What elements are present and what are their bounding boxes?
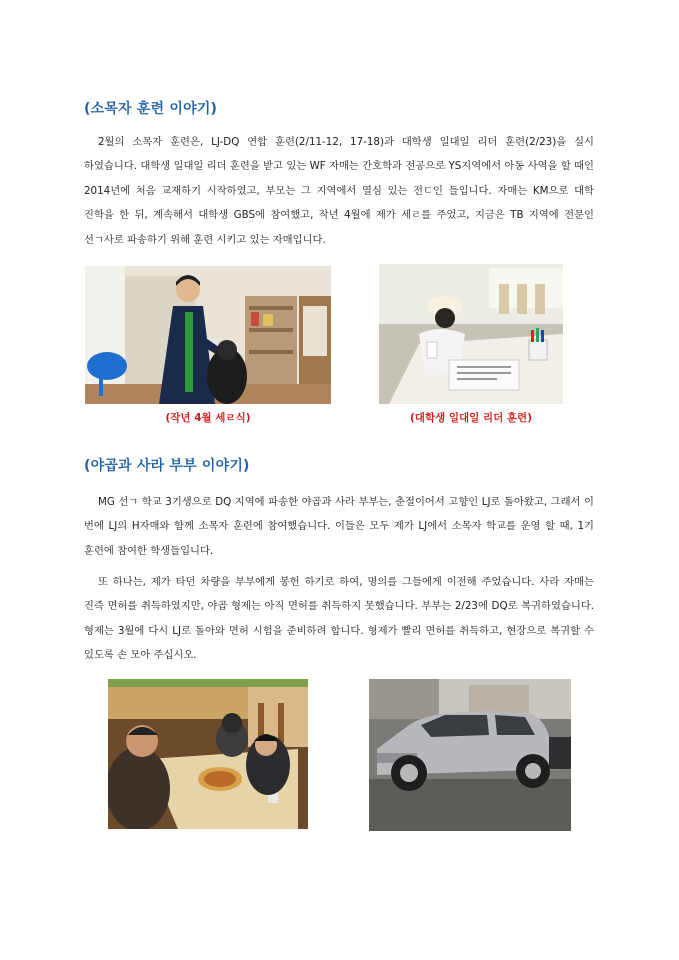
paragraph-training: 2월의 소목자 훈련은, LJ-DQ 연합 훈련(2/11-12, 17-18)과 대학생 일대일 리더 훈련(2/23)을 실시 하였습니다. 대학생 일대일 리더 훈련을 받고 있는 WF 자매는 간호학과 전공으로 YS지역에서 아동 사역을 할 때인 2014년에 처음 교재하기 시작하였고, 부모는 그 지역에서 열심 있는 전ㄷ인 들입니다. 자매는 KM으로 대학 진학을 한 뒤, 계속해서 대학생 GBS에 참여했고, 작년 4월에 제가 세ㄹ를 주었고, 지금은 TB 지역에 전문인 선ㄱ사로 파송하기 위해 훈련 시키고 있는 자매입니다. — [84, 136, 594, 246]
caption-baptism: (작년 4월 세ㄹ식) — [165, 412, 251, 424]
section-heading-jacob-sarah: (야곱과 사라 부부 이야기) — [84, 458, 250, 474]
photo-one-on-one-training — [379, 264, 563, 404]
paragraph-jacob-sarah-2: 또 하나는, 제가 타던 차량을 부부에게 봉헌 하기로 하여, 명의를 그들에게 이전해 주었습니다. 사라 자매는 진즉 면허를 취득하였지만, 야곱 형제는 아직 면허를 취득하지 못했습니다. 부부는 2/23에 DQ로 복귀하였습니다. 형제는 3월에 다시 LJ로 돌아와 면허 시험을 준비하려 합니다. 형제가 빨리 면허를 취득하고, 현장으로 복귀할 수 있도록 손 모아 주십시오. — [84, 576, 594, 662]
section-heading-training: (소목자 훈련 이야기) — [84, 101, 218, 117]
caption-one-on-one-training: (대학생 일대일 리더 훈련) — [410, 412, 532, 424]
photo-baptism — [85, 266, 331, 404]
paragraph-jacob-sarah-1: MG 선ㄱ 학교 3기생으로 DQ 지역에 파송한 야곱과 사라 부부는, 춘절이어서 고향인 LJ로 돌아왔고, 그래서 이 번에 LJ의 H자매와 함께 소목자 훈련에 참여했습니다. 이들은 모두 제가 LJ에서 소목자 학교를 운영 할 때, 1기 훈련에 참여한 학생들입니다. — [84, 496, 594, 557]
photo-meal — [108, 679, 308, 829]
photo-car — [369, 679, 571, 831]
